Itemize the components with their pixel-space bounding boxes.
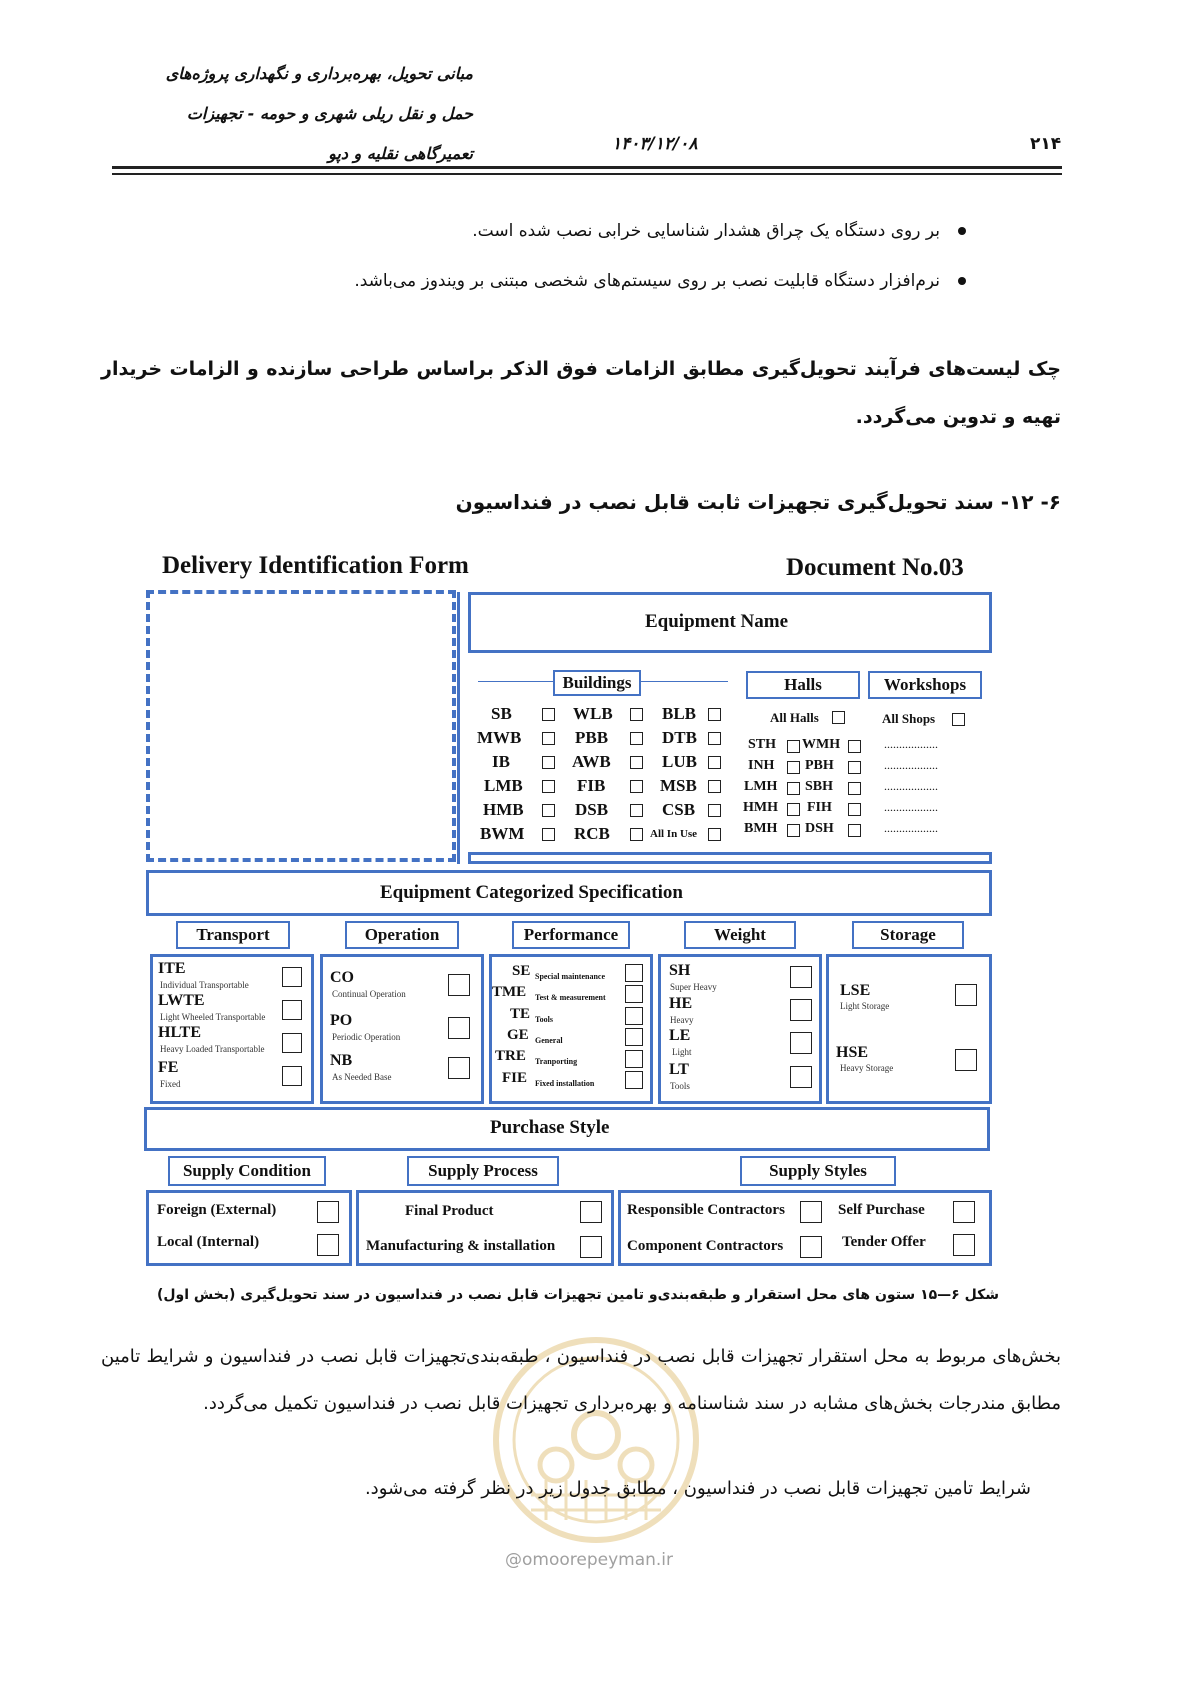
operation-code: NB (330, 1052, 353, 1069)
category-operation: Operation (345, 921, 459, 949)
book-title-line-1: مبانی تحویل، بهره‌برداری و نگهداری پروژه‌های (165, 64, 473, 83)
form-divider (457, 592, 460, 864)
category-transport: Transport (176, 921, 290, 949)
supply-process-checkbox[interactable] (580, 1236, 602, 1258)
performance-code: SE (512, 963, 531, 979)
performance-desc: Tranporting (535, 1057, 578, 1066)
operation-code: CO (330, 969, 354, 986)
workshop-entry: .................. (884, 800, 938, 814)
hall-code: BMH (744, 821, 778, 836)
hall-code: FIH (807, 800, 832, 815)
operation-desc: Continual Operation (332, 989, 406, 999)
supply-condition-checkbox[interactable] (317, 1234, 339, 1256)
building-code: SB (491, 704, 512, 723)
weight-code: SH (669, 962, 691, 979)
category-performance: Performance (512, 921, 630, 949)
operation-desc: As Needed Base (332, 1072, 392, 1082)
supply-process-checkbox[interactable] (580, 1201, 602, 1223)
hall-checkbox[interactable] (787, 761, 800, 774)
bullet-text: بر روی دستگاه یک چراق هشدار شناسایی خرابی نصب شده است. (472, 221, 940, 241)
book-title-line-3: تعمیرگاهی نقلیه و دپو (328, 144, 473, 163)
workshop-entry: .................. (884, 737, 938, 751)
building-code: MSB (660, 776, 697, 795)
hall-checkbox[interactable] (787, 803, 800, 816)
performance-desc: Tools (535, 1015, 553, 1024)
photo-placeholder (146, 590, 456, 862)
operation-code: PO (330, 1012, 353, 1029)
supply-style-checkbox[interactable] (953, 1201, 975, 1223)
transport-code: HLTE (158, 1024, 201, 1041)
hall-code: LMH (744, 779, 778, 794)
supply-style-item: Responsible Contractors (627, 1202, 785, 1218)
building-checkbox[interactable] (708, 708, 721, 721)
building-code: DTB (662, 728, 697, 747)
performance-checkbox[interactable] (625, 1007, 643, 1025)
hall-checkbox[interactable] (848, 803, 861, 816)
building-checkbox[interactable] (630, 804, 643, 817)
performance-checkbox[interactable] (625, 964, 643, 982)
building-checkbox[interactable] (542, 828, 555, 841)
supply-condition-item: Foreign (External) (157, 1202, 277, 1218)
hall-checkbox[interactable] (787, 782, 800, 795)
form-doc-number: Document No.03 (786, 554, 964, 581)
storage-code: LSE (840, 982, 871, 999)
hall-code: STH (748, 737, 777, 752)
supply-condition-item: Local (Internal) (157, 1234, 260, 1250)
operation-desc: Periodic Operation (332, 1032, 401, 1042)
form-title: Delivery Identification Form (162, 552, 469, 579)
location-bottom-bar (468, 852, 992, 864)
building-code: LUB (662, 752, 697, 771)
weight-checkbox[interactable] (790, 1066, 812, 1088)
transport-checkbox[interactable] (282, 967, 302, 987)
building-checkbox[interactable] (630, 756, 643, 769)
building-checkbox[interactable] (542, 804, 555, 817)
weight-desc: Tools (670, 1081, 690, 1091)
weight-checkbox[interactable] (790, 999, 812, 1021)
building-checkbox[interactable] (542, 708, 555, 721)
section-heading: ۶- ۱۲- سند تحویل‌گیری تجهیزات ثابت قابل نصب در فنداسیون (455, 490, 1061, 514)
bullet-text: نرم‌افزار دستگاه قابلیت نصب بر روی سیستم‌های شخصی مبتنی بر ویندوز می‌باشد. (354, 271, 940, 291)
supply-style-checkbox[interactable] (800, 1201, 822, 1223)
transport-code: ITE (158, 960, 186, 977)
all-shops-label: All Shops (882, 711, 936, 726)
building-checkbox[interactable] (630, 732, 643, 745)
building-code: DSB (575, 800, 609, 819)
building-checkbox[interactable] (630, 708, 643, 721)
buildings-line-right (640, 681, 728, 682)
bullet-dot-icon (958, 277, 966, 285)
weight-code: LE (669, 1027, 691, 1044)
all-halls-checkbox[interactable] (832, 711, 845, 724)
hall-checkbox[interactable] (848, 824, 861, 837)
page-number: ۲۱۴ (1030, 134, 1062, 154)
workshop-entry: .................. (884, 821, 938, 835)
spec-title: Equipment Categorized Specification (380, 882, 683, 903)
building-code: HMB (483, 800, 524, 819)
performance-code: TE (510, 1006, 531, 1022)
storage-checkbox[interactable] (955, 1049, 977, 1071)
transport-desc: Fixed (160, 1079, 181, 1089)
performance-checkbox[interactable] (625, 985, 643, 1003)
transport-desc: Heavy Loaded Transportable (160, 1044, 265, 1054)
hall-code: SBH (805, 779, 834, 794)
building-checkbox[interactable] (708, 732, 721, 745)
header-rule-thick (112, 166, 1062, 169)
transport-desc: Individual Transportable (160, 980, 249, 990)
transport-checkbox[interactable] (282, 1066, 302, 1086)
building-code: FIB (577, 776, 606, 795)
transport-code: LWTE (158, 992, 205, 1009)
hall-checkbox[interactable] (848, 740, 861, 753)
performance-desc: Special maintenance (535, 972, 605, 981)
body-paragraph-2: شرایط تامین تجهیزات قابل نصب در فنداسیون ، مطابق جدول زیر در نظر گرفته می‌شود. (364, 1478, 1031, 1499)
weight-desc: Light (672, 1047, 692, 1057)
hall-checkbox[interactable] (787, 740, 800, 753)
supply-style-item: Tender Offer (842, 1234, 926, 1250)
buildings-label: Buildings (553, 670, 641, 696)
building-checkbox[interactable] (708, 804, 721, 817)
storage-desc: Heavy Storage (840, 1063, 894, 1073)
workshop-entry: .................. (884, 779, 938, 793)
all-halls-label: All Halls (770, 710, 819, 725)
workshop-entry: .................. (884, 758, 938, 772)
performance-checkbox[interactable] (625, 1028, 643, 1046)
building-code: MWB (477, 728, 522, 747)
building-code: WLB (573, 704, 613, 723)
supply-style-checkbox[interactable] (953, 1234, 975, 1256)
hall-code: WMH (802, 737, 841, 752)
performance-desc: Test & measurement (535, 993, 606, 1002)
purchase-title: Purchase Style (490, 1117, 610, 1138)
buildings-line-left (478, 681, 554, 682)
equipment-name-label: Equipment Name (645, 611, 789, 632)
building-code: CSB (662, 800, 696, 819)
hall-code: HMH (743, 800, 778, 815)
figure-caption: شکل ۶—۱۵ ستون های محل استقرار و طبقه‌بندی‌و تامین تجهیزات قابل نصب در فنداسیون در سند تحویل‌گیری (بخش اول) (156, 1287, 999, 1303)
performance-code: FIE (502, 1070, 528, 1086)
performance-desc: General (535, 1036, 563, 1045)
hall-checkbox[interactable] (848, 782, 861, 795)
supply-process-item: Manufacturing & installation (366, 1238, 556, 1254)
operation-checkbox[interactable] (448, 974, 470, 996)
workshops-label: Workshops (868, 671, 982, 699)
weight-code: HE (669, 995, 693, 1012)
transport-code: FE (158, 1059, 179, 1076)
performance-desc: Fixed installation (535, 1079, 595, 1088)
building-code: IB (492, 752, 510, 771)
storage-checkbox[interactable] (955, 984, 977, 1006)
performance-code: GE (507, 1027, 529, 1043)
supply-style-checkbox[interactable] (800, 1236, 822, 1258)
transport-desc: Light Wheeled Transportable (160, 1012, 266, 1022)
weight-checkbox[interactable] (790, 1032, 812, 1054)
watermark-text: @omoorepeyman.ir (505, 1550, 674, 1570)
storage-box (826, 954, 992, 1104)
transport-checkbox[interactable] (282, 1000, 302, 1020)
building-code: BLB (662, 704, 697, 723)
category-weight: Weight (684, 921, 796, 949)
building-checkbox[interactable] (542, 756, 555, 769)
building-code: RCB (574, 824, 610, 843)
category-storage: Storage (852, 921, 964, 949)
hall-checkbox[interactable] (787, 824, 800, 837)
operation-checkbox[interactable] (448, 1057, 470, 1079)
bullet-item (472, 221, 966, 241)
weight-checkbox[interactable] (790, 966, 812, 988)
transport-checkbox[interactable] (282, 1033, 302, 1053)
supply-styles-label: Supply Styles (740, 1156, 896, 1186)
building-checkbox[interactable] (708, 756, 721, 769)
building-checkbox[interactable] (542, 780, 555, 793)
bullet-dot-icon (958, 227, 966, 235)
building-checkbox[interactable] (708, 780, 721, 793)
header-date: ۱۴۰۳/۱۲/۰۸ (612, 134, 698, 154)
supply-process-label: Supply Process (407, 1156, 559, 1186)
weight-desc: Super Heavy (670, 982, 717, 992)
supply-process-item: Final Product (405, 1203, 494, 1219)
building-code: LMB (484, 776, 523, 795)
building-checkbox[interactable] (542, 732, 555, 745)
book-title-line-2: حمل و نقل ریلی شهری و حومه - تجهیزات (186, 104, 473, 123)
bullet-item (354, 271, 966, 291)
performance-code: TME (492, 984, 527, 1000)
supply-condition-checkbox[interactable] (317, 1201, 339, 1223)
hall-checkbox[interactable] (848, 761, 861, 774)
header-rule-thin (112, 173, 1062, 175)
building-code: PBB (575, 728, 609, 747)
bold-paragraph: چک لیست‌های فرآیند تحویل‌گیری مطابق الزامات فوق الذکر براساس طراحی سازنده و الزامات خریدار تهیه و تدوین می‌گردد. (101, 358, 1061, 428)
performance-checkbox[interactable] (625, 1071, 643, 1089)
performance-code: TRE (495, 1048, 526, 1064)
operation-checkbox[interactable] (448, 1017, 470, 1039)
building-checkbox[interactable] (708, 828, 721, 841)
body-paragraph: بخش‌های مربوط به محل استقرار تجهیزات قابل نصب در فنداسیون ، طبقه‌بندی‌تجهیزات قابل نصب در فنداسیون و شرایط تامین مطابق مندرجات بخش‌های مشابه در سند شناسنامه و بهره‌برداری تجهیزات قابل نصب در فنداسیون تکمیل می‌گردد. (101, 1346, 1061, 1414)
halls-label: Halls (746, 671, 860, 699)
building-checkbox[interactable] (630, 828, 643, 841)
weight-desc: Heavy (670, 1015, 694, 1025)
storage-desc: Light Storage (840, 1001, 890, 1011)
storage-code: HSE (836, 1044, 869, 1061)
hall-code: DSH (805, 821, 834, 836)
performance-checkbox[interactable] (625, 1050, 643, 1068)
weight-code: LT (669, 1061, 689, 1078)
supply-style-item: Component Contractors (627, 1238, 784, 1254)
all-shops-checkbox[interactable] (952, 713, 965, 726)
building-checkbox[interactable] (630, 780, 643, 793)
building-code: All In Use (650, 828, 698, 840)
supply-condition-label: Supply Condition (168, 1156, 326, 1186)
building-code: AWB (572, 752, 611, 771)
supply-style-item: Self Purchase (838, 1202, 925, 1218)
hall-code: PBH (805, 758, 834, 773)
building-code: BWM (480, 824, 525, 843)
hall-code: INH (748, 758, 775, 773)
